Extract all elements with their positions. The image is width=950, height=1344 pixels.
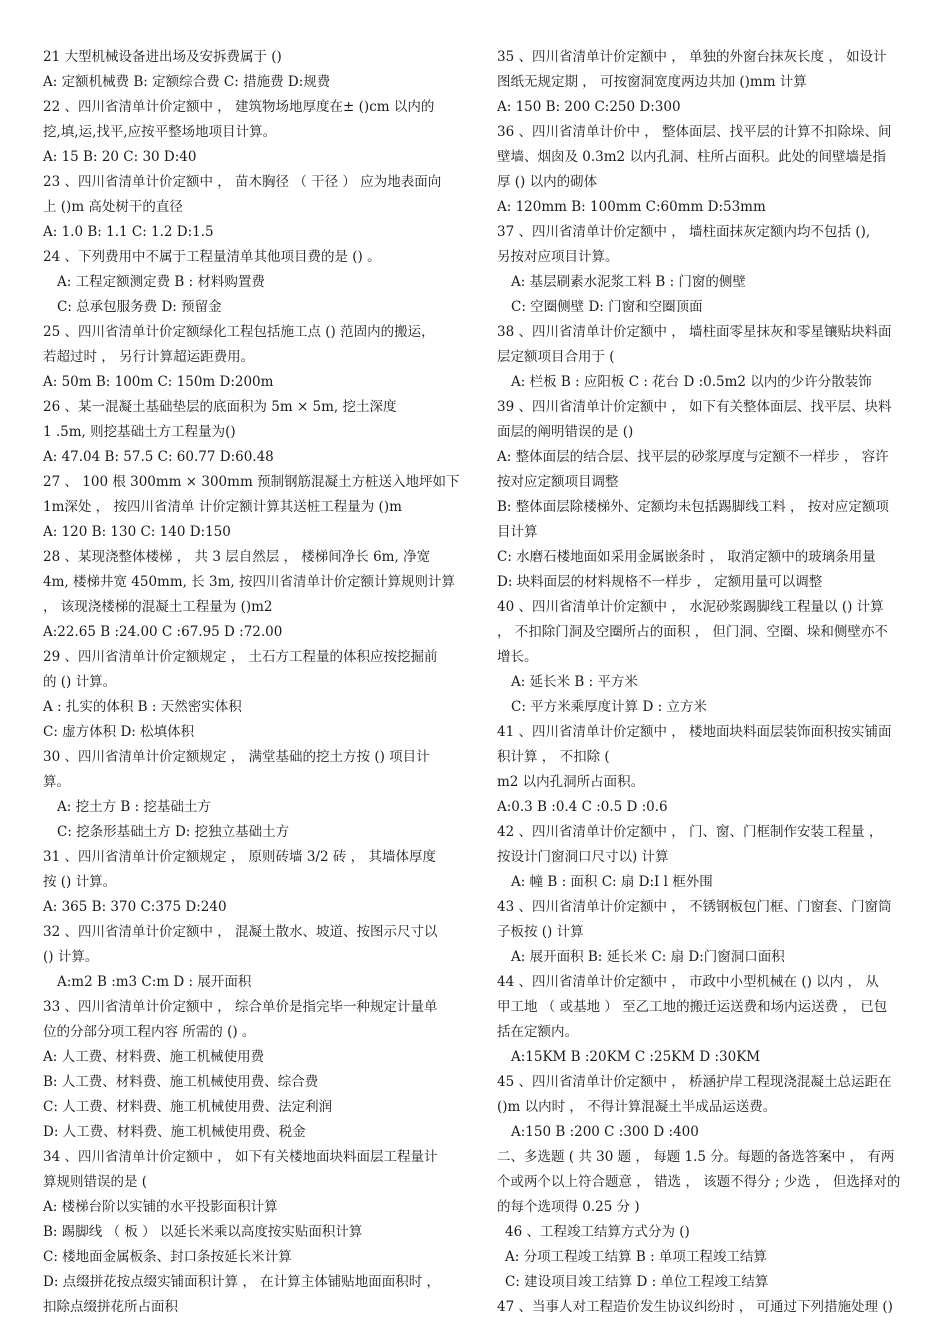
text-line: 45 、四川省清单计价定额中 ， 桥涵护岸工程现浇混凝土总运距在: [497, 1074, 892, 1090]
text-line: C: 人工费、材料费、施工机械使用费、法定利润: [43, 1099, 333, 1115]
text-line: 按 () 计算。: [43, 874, 117, 890]
text-line: 目计算: [497, 524, 538, 540]
text-line: m2 以内孔洞所占面积。: [497, 774, 645, 790]
text-line: 甲工地 （ 或基地 ） 至乙工地的搬迁运送费和场内运送费 ， 已包: [497, 999, 888, 1015]
text-line: A: 整体面层的结合层、找平层的砂浆厚度与定额不一样步 ， 容许: [497, 449, 889, 465]
text-line: C: 建设项目竣工结算 D : 单位工程竣工结算: [505, 1274, 769, 1290]
text-line: 若超过时 ， 另行计算超运距费用。: [43, 349, 255, 365]
text-line: 增长。: [497, 649, 538, 665]
text-line: B: 整体面层除楼梯外、定额均未包括踢脚线工料 ， 按对应定额项: [497, 499, 889, 515]
text-line: 25 、四川省清单计价定额绿化工程包括施工点 () 范固内的搬运，: [43, 324, 435, 340]
text-line: 的每个选项得 0.25 分 ): [497, 1199, 640, 1215]
text-line: C: 总承包服务费 D: 预留金: [57, 299, 222, 315]
text-line: 31 、四川省清单计价定额规定 ， 原则砖墙 3/2 砖 ， 其墙体厚度: [43, 849, 436, 865]
right-column: [497, 45, 917, 1320]
text-line: 30 、四川省清单计价定额规定 ， 满堂基础的挖土方按 () 项目计: [43, 749, 430, 765]
text-line: A:22.65 B :24.00 C :67.95 D :72.00: [43, 624, 283, 640]
text-line: 39 、四川省清单计价定额中 ， 如下有关整体面层、找平层、块料: [497, 399, 892, 415]
text-line: C: 空圈侧壁 D: 门窗和空圈顶面: [511, 299, 703, 315]
text-line: 43 、四川省清单计价定额中 ， 不锈钢板包门框、门窗套、门窗筒: [497, 899, 892, 915]
text-line: A: 幢 B : 面积 C: 扇 D:I l 框外围: [511, 874, 713, 890]
text-line: A: 365 B: 370 C:375 D:240: [43, 899, 227, 915]
text-line: ， 该现浇楼梯的混凝土工程量为 ()m2: [43, 599, 273, 615]
text-line: () 计算。: [43, 949, 99, 965]
text-line: 27 、 100 根 300mm × 300mm 预制钢筋混凝土方桩送入地坪如下: [43, 474, 460, 490]
text-line: A: 50m B: 100m C: 150m D:200m: [43, 374, 274, 390]
text-line: 35 、四川省清单计价定额中 ， 单独的外窗台抹灰长度 ， 如设计: [497, 49, 887, 65]
text-line: 26 、某一混凝土基础垫层的底面积为 5m × 5m, 挖土深度: [43, 399, 397, 415]
text-line: C: 平方米乘厚度计算 D : 立方米: [511, 699, 707, 715]
text-line: 44 、四川省清单计价定额中 ， 市政中小型机械在 () 以内 ， 从: [497, 974, 879, 990]
text-line: 壁墙、烟囱及 0.3m2 以内孔洞、柱所占面积。此处的间壁墙是指: [497, 149, 886, 165]
text-line: A: 分项工程竣工结算 B : 单项工程竣工结算: [505, 1249, 767, 1265]
text-line: 46 、工程竣工结算方式分为 (): [505, 1224, 690, 1240]
text-line: 38 、四川省清单计价定额中 ， 墙柱面零星抹灰和零星镶贴块料面: [497, 324, 892, 340]
text-line: 算规则错误的是 (: [43, 1174, 148, 1190]
text-line: 29 、四川省清单计价定额规定 ， 土石方工程量的体积应按挖掘前: [43, 649, 438, 665]
text-line: ， 不扣除门洞及空圈所占的面积 ， 但门洞、空圈、垛和侧壁亦不: [497, 624, 888, 640]
text-line: A: 挖土方 B : 挖基础土方: [57, 799, 211, 815]
text-line: D: 点缀拼花按点缀实铺面积计算 ， 在计算主体铺贴地面面积时 ，: [43, 1274, 441, 1290]
text-line: A: 基层刷素水泥浆工料 B : 门窗的侧壁: [511, 274, 746, 290]
text-line: D: 块料面层的材料规格不一样步 ， 定额用量可以调整: [497, 574, 823, 590]
text-line: 位的分部分项工程内容 所需的 () 。: [43, 1024, 256, 1040]
text-line: 1 .5m, 则挖基础土方工程量为(): [43, 424, 236, 440]
text-line: D: 人工费、材料费、施工机械使用费、税金: [43, 1124, 306, 1140]
text-line: A: 栏板 B : 应阳板 C : 花台 D :0.5m2 以内的少许分散装饰: [511, 374, 872, 390]
text-line: A: 定额机械费 B: 定额综合费 C: 措施费 D:规费: [43, 74, 331, 90]
text-line: 挖,填,运,找平,应按平整场地项目计算。: [43, 124, 277, 140]
text-line: 1m深处 ， 按四川省清单 计价定额计算其送桩工程量为 ()m: [43, 499, 402, 515]
text-line: 24 、下列费用中不属于工程量清单其他项目费的是 () 。: [43, 249, 381, 265]
text-line: 42 、四川省清单计价定额中 ， 门、窗、门框制作安装工程量 ，: [497, 824, 883, 840]
text-line: A: 15 B: 20 C: 30 D:40: [43, 149, 197, 165]
text-line: A:150 B :200 C :300 D :400: [511, 1124, 699, 1140]
text-line: 34 、四川省清单计价定额中 ， 如下有关楼地面块料面层工程量计: [43, 1149, 438, 1165]
text-line: 40 、四川省清单计价定额中 ， 水泥砂浆踢脚线工程量以 () 计算: [497, 599, 884, 615]
text-line: 47 、当事人对工程造价发生协议纠纷时 ， 可通过下列措施处理 (): [497, 1299, 893, 1315]
text-line: 二、多选题 ( 共 30 题 ， 每题 1.5 分。每题的备选答案中 ， 有两: [497, 1149, 895, 1165]
text-line: A: 展开面积 B: 延长米 C: 扇 D:门窗洞口面积: [511, 949, 785, 965]
text-line: A: 人工费、材料费、施工机械使用费: [43, 1049, 265, 1065]
text-line: 算。: [43, 774, 70, 790]
text-line: 32 、四川省清单计价定额中 ， 混凝土散水、坡道、按图示尺寸以: [43, 924, 438, 940]
text-line: C: 挖条形基础土方 D: 挖独立基础土方: [57, 824, 290, 840]
text-line: 括在定额内。: [497, 1024, 578, 1040]
text-line: A: 工程定额测定费 B : 材料购置费: [57, 274, 265, 290]
text-line: B: 人工费、材料费、施工机械使用费、综合费: [43, 1074, 319, 1090]
text-line: 扣除点缀拼花所占面积: [43, 1299, 178, 1315]
text-line: A:0.3 B :0.4 C :0.5 D :0.6: [497, 799, 668, 815]
text-line: 22 、四川省清单计价定额中 ， 建筑物场地厚度在± ()cm 以内的: [43, 99, 435, 115]
text-line: 图纸无规定期 ， 可按窗洞宽度两边共加 ()mm 计算: [497, 74, 807, 90]
text-line: 积计算 ， 不扣除 (: [497, 749, 610, 765]
text-line: A:15KM B :20KM C :25KM D :30KM: [511, 1049, 761, 1065]
text-line: 的 () 计算。: [43, 674, 117, 690]
text-line: A: 120 B: 130 C: 140 D:150: [43, 524, 231, 540]
text-line: B: 踢脚线 （ 板 ） 以延长米乘以高度按实贴面积计算: [43, 1224, 363, 1240]
text-line: 子板按 () 计算: [497, 924, 584, 940]
text-line: A:m2 B :m3 C:m D : 展开面积: [57, 974, 252, 990]
text-line: A : 扎实的体积 B : 天然密实体积: [43, 699, 242, 715]
text-line: A: 120mm B: 100mm C:60mm D:53mm: [497, 199, 766, 215]
text-line: 按设计门窗洞口尺寸以) 计算: [497, 849, 669, 865]
text-line: 37 、四川省清单计价定额中 ， 墙柱面抹灰定额内均不包括 (),: [497, 224, 871, 240]
text-line: A: 47.04 B: 57.5 C: 60.77 D:60.48: [43, 449, 274, 465]
text-line: ()m 以内时 ， 不得计算混凝土半成品运送费。: [497, 1099, 777, 1115]
text-line: A: 楼梯台阶以实铺的水平投影面积计算: [43, 1199, 278, 1215]
text-line: 21 大型机械设备进出场及安拆费属于 (): [43, 49, 282, 65]
text-line: 4m, 楼梯井宽 450mm, 长 3m, 按四川省清单计价定额计算规则计算: [43, 574, 455, 590]
text-line: C: 水磨石楼地面如采用金属嵌条时 ， 取消定额中的玻璃条用量: [497, 549, 876, 565]
text-line: 按对应定额项目调整: [497, 474, 619, 490]
text-line: 33 、四川省清单计价定额中 ， 综合单价是指完毕一种规定计量单: [43, 999, 438, 1015]
text-line: C: 楼地面金属板条、封口条按延长米计算: [43, 1249, 292, 1265]
text-line: 23 、四川省清单计价定额中 ， 苗木胸径 （ 干径 ） 应为地表面向: [43, 174, 442, 190]
text-line: 个或两个以上符合题意 ， 错选 ， 该题不得分 ; 少选 ， 但选择对的: [497, 1174, 901, 1190]
text-line: 厚 () 以内的砌体: [497, 174, 598, 190]
text-line: 41 、四川省清单计价定额中 ， 楼地面块料面层装饰面积按实铺面: [497, 724, 892, 740]
text-line: 另按对应项目计算。: [497, 249, 619, 265]
text-line: 28 、某现浇整体楼梯 ， 共 3 层自然层 ， 楼梯间净长 6m, 净宽: [43, 549, 431, 565]
text-line: A: 1.0 B: 1.1 C: 1.2 D:1.5: [43, 224, 214, 240]
text-line: 36 、四川省清单计价中 ， 整体面层、找平层的计算不扣除垛、间: [497, 124, 892, 140]
text-line: 上 ()m 高处树干的直径: [43, 199, 183, 215]
text-line: A: 延长米 B : 平方米: [511, 674, 638, 690]
text-line: A: 150 B: 200 C:250 D:300: [497, 99, 681, 115]
left-column: [43, 45, 473, 1320]
text-line: 面层的阐明错误的是 (): [497, 424, 634, 440]
text-line: 层定额项目合用于 (: [497, 349, 615, 365]
text-line: C: 虚方体积 D: 松填体积: [43, 724, 195, 740]
